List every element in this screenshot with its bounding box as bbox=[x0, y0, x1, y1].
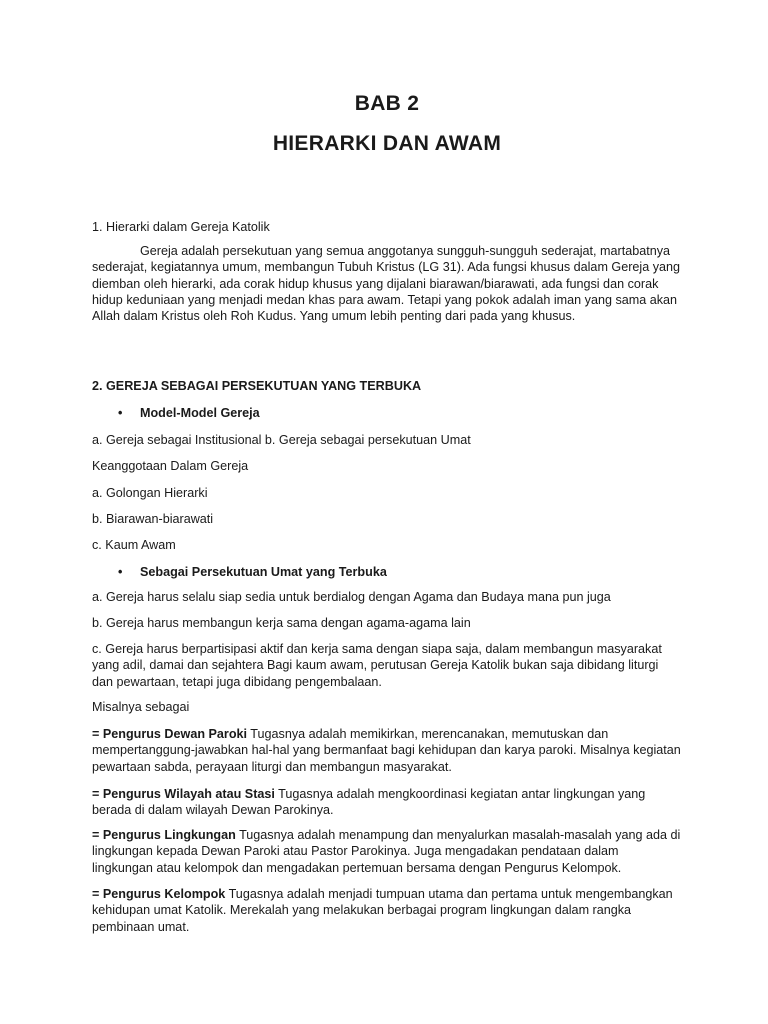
chapter-number: BAB 2 bbox=[354, 92, 420, 115]
membership-item: b. Biarawan-biarawati bbox=[92, 512, 214, 526]
bullet-dot-icon: • bbox=[118, 565, 123, 579]
open-item: c. Gereja harus berpartisipasi aktif dan kerja sama dengan siapa saja, dalam membangun masyarakat yang adil, damai dan sejahtera Bagi kaum awam, perutusan Gereja Katolik bukan saja dibidang liturgi dan pewartaan, tetapi juga dibidang pengembalaan. bbox=[92, 642, 662, 689]
role-title: = Pengurus Wilayah atau Stasi bbox=[92, 787, 275, 801]
role-text: Tugasnya adalah mengkoordinasi kegiatan antar lingkungan yang berada di dalam wilayah Dewan Parokinya. bbox=[92, 787, 646, 818]
open-item: b. Gereja harus membangun kerja sama dengan agama-agama lain bbox=[92, 616, 471, 630]
membership-item: a. Golongan Hierarki bbox=[92, 486, 208, 500]
bullet-text: Model-Model Gereja bbox=[140, 406, 260, 420]
open-item: a. Gereja harus selalu siap sedia untuk berdialog dengan Agama dan Budaya mana pun juga bbox=[92, 590, 611, 604]
bullet-dot-icon: • bbox=[118, 406, 123, 420]
membership-item: c. Kaum Awam bbox=[92, 538, 176, 552]
chapter-title: HIERARKI DAN AWAM bbox=[272, 132, 502, 155]
example-heading: Misalnya sebagai bbox=[92, 700, 190, 714]
section1-heading: 1. Hierarki dalam Gereja Katolik bbox=[92, 220, 270, 234]
role-title: = Pengurus Dewan Paroki bbox=[92, 727, 248, 741]
bullet-text: Sebagai Persekutuan Umat yang Terbuka bbox=[140, 565, 387, 579]
role-paragraph bbox=[92, 726, 682, 775]
role-paragraph bbox=[92, 886, 682, 935]
role-title: = Pengurus Kelompok bbox=[92, 887, 226, 901]
role-paragraph bbox=[92, 786, 682, 819]
models-line: a. Gereja sebagai Institusional b. Gereja sebagai persekutuan Umat bbox=[92, 433, 471, 447]
role-text: Tugasnya adalah menampung dan menyalurkan masalah-masalah yang ada di lingkungan kepada Dewan Paroki atau Pastor Parokinya. Juga mengadakan pendataan dalam lingkungan atau kelompok dan mengadakan pertemuan bersama dengan Pengurus Kelompok. bbox=[92, 828, 681, 875]
role-title: = Pengurus Lingkungan bbox=[92, 828, 236, 842]
role-text: Tugasnya adalah menjadi tumpuan utama dan pertama untuk mengembangkan kehidupan umat Katolik. Merekalah yang melakukan berbagai program lingkungan dalam rangka pembinaan umat. bbox=[92, 887, 673, 934]
membership-heading: Keanggotaan Dalam Gereja bbox=[92, 459, 249, 473]
role-text: Tugasnya adalah memikirkan, merencanakan, memutuskan dan mempertanggung-jawabkan hal-hal yang bermanfaat bagi kehidupan dan karya paroki. Misalnya kegiatan pewartaan sabda, perayaan liturgi dan membangun masyarakat. bbox=[92, 727, 681, 774]
section2-heading: 2. GEREJA SEBAGAI PERSEKUTUAN YANG TERBUKA bbox=[92, 379, 422, 393]
role-paragraph bbox=[92, 827, 682, 876]
section1-paragraph: Gereja adalah persekutuan yang semua anggotanya sungguh-sungguh sederajat, martabatnya sederajat, kegiatannya umum, membangun Tubuh Kristus (LG 31). Ada fungsi khusus dalam Gereja yang diemban oleh hierarki, ada corak hidup khusus yang dijalani biarawan/biarawati, ada fungsi dan corak hidup keduniaan yang menjadi medan khas para awam. Tetapi yang pokok adalah iman yang sama akan Allah dalam Kristus oleh Roh Kudus. Yang umum lebih penting dari pada yang khusus. bbox=[92, 244, 681, 324]
